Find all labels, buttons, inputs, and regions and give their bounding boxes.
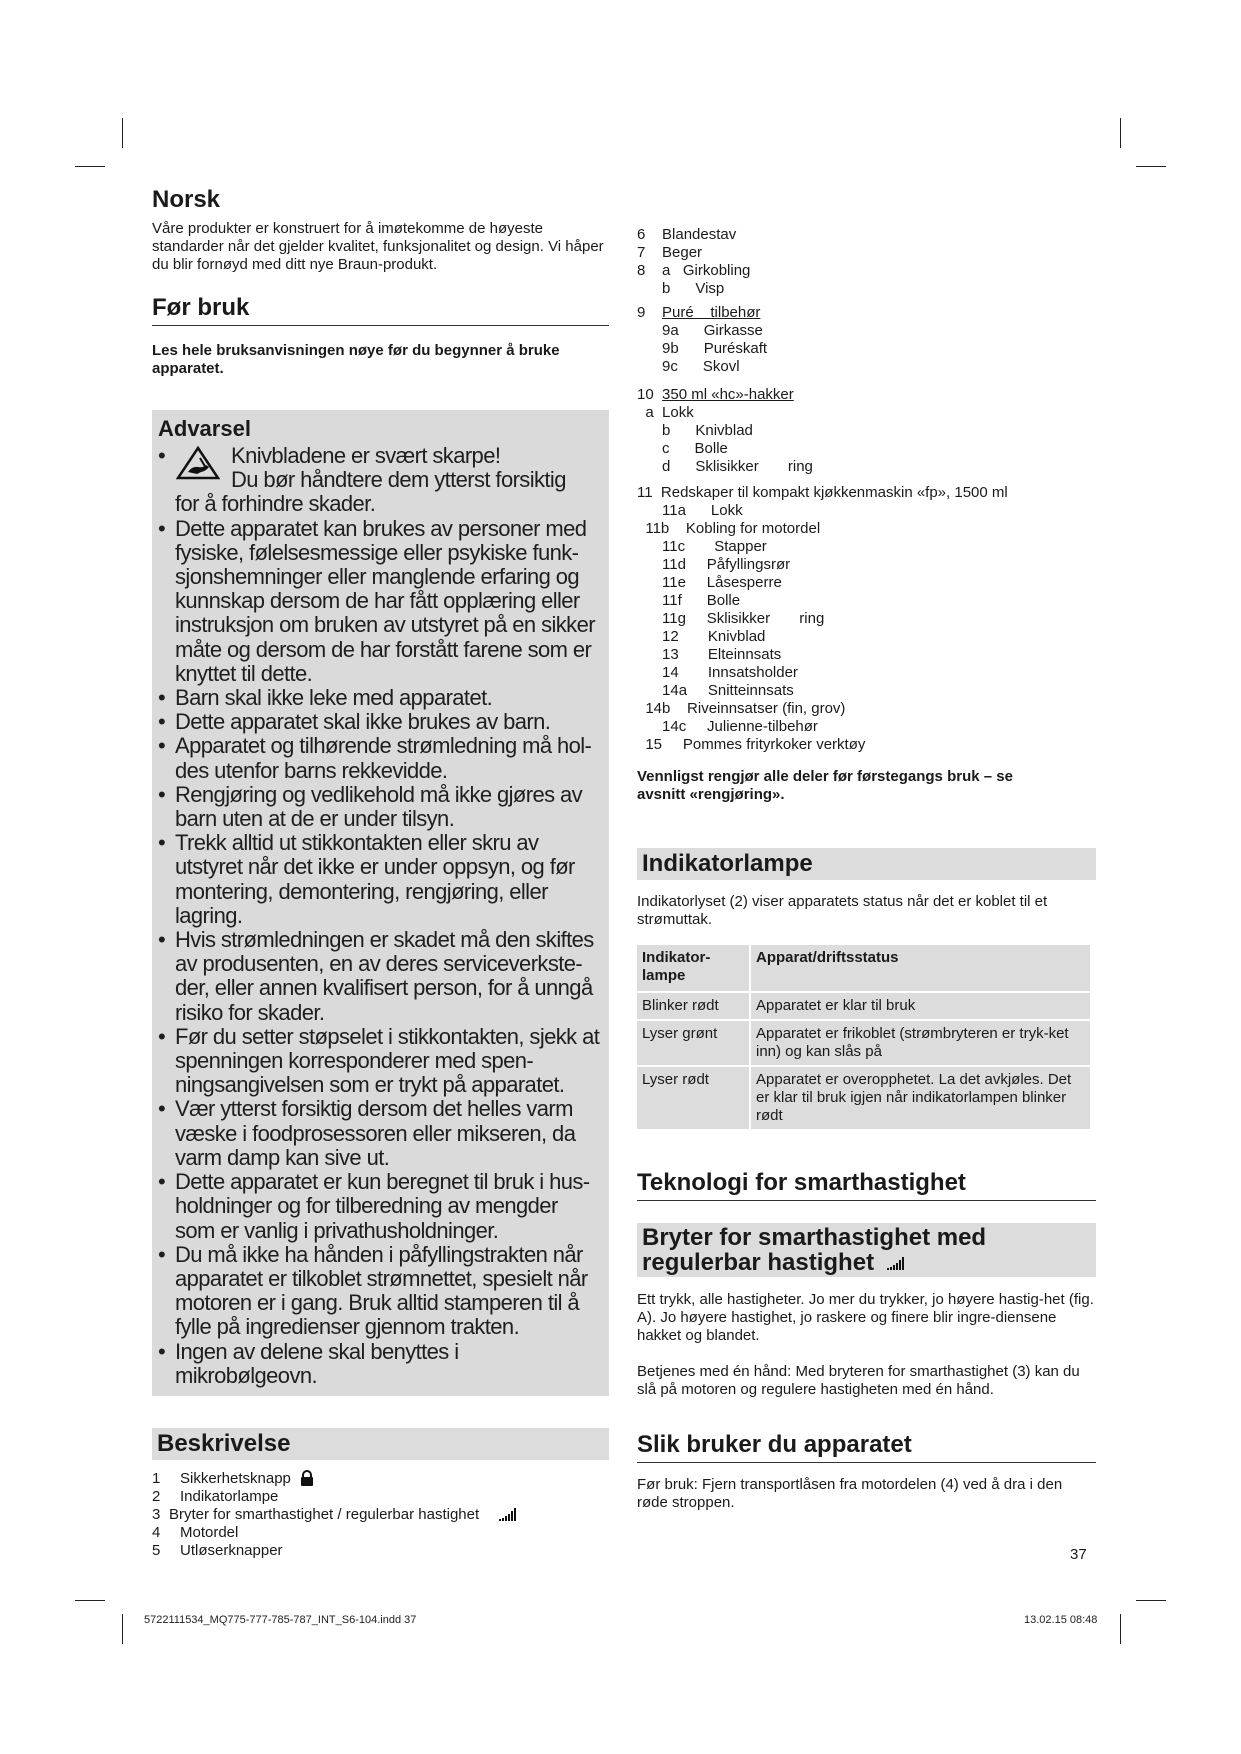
list-item: 1 Sikkerhetsknapp (152, 1470, 609, 1488)
list-item: 11a Lokk (637, 502, 743, 519)
table-row (637, 1021, 1090, 1065)
warning-item: • Barn skal ikke leke med apparatet. (158, 686, 601, 710)
list-item: 10 350 ml «hc»-hakker (637, 386, 794, 403)
warning-first-line3: for å forhindre skader. (175, 491, 376, 517)
table-header-row (637, 945, 1090, 991)
page-number: 37 (1070, 1546, 1087, 1563)
section-title-description: Beskrivelse (152, 1428, 609, 1460)
list-item: 11g Sklisikker ring (637, 610, 825, 627)
indicator-table (635, 943, 1092, 1131)
footer-file-name: 5722111534_MQ775-777-785-787_INT_S6-104.indd 37 (144, 1614, 417, 1626)
list-item: 9a Girkasse (637, 322, 763, 339)
crop-mark (1120, 118, 1121, 148)
list-item: 14c Julienne-tilbehør (637, 718, 818, 735)
smart-text-1: Ett trykk, alle hastigheter. Jo mer du trykker, jo høyere hastig-het (fig. A). Jo høyere hastighet, jo raskere og finere blir ingre-diensene hakket og blandet. (637, 1291, 1094, 1344)
lock-icon (300, 1470, 314, 1486)
description-list (152, 1470, 609, 1560)
footer-date: 13.02.15 08:48 (1024, 1614, 1098, 1626)
crop-mark (122, 1614, 123, 1644)
intro-text: Våre produkter er konstruert for å imøtekomme de høyeste standarder når det gjelder kvalitet, funksjonalitet og design. Vi håper du blir fornøyd med ditt nye Braun-produkt. (152, 220, 604, 273)
list-item: 12 Knivblad (637, 628, 766, 645)
list-item: 11 Redskaper til kompakt kjøkkenmaskin «fp», 1500 ml (637, 484, 1008, 501)
warning-item (158, 444, 601, 517)
table-row (637, 993, 1090, 1019)
table-header-cell: Indikator-lampe (637, 945, 749, 991)
list-item: 13 Elteinnsats (637, 646, 782, 663)
list-item: d Sklisikker ring (637, 458, 813, 475)
before-use-text: Les hele bruksanvisningen nøye før du begynner å bruke apparatet. (152, 342, 560, 377)
warning-first-line1: • Knivbladene er svært skarpe! (231, 443, 501, 468)
warning-title: Advarsel (158, 416, 251, 441)
crop-mark (1136, 166, 1166, 167)
list-item: 3 Bryter for smarthastighet / regulerbar hastighet (152, 1506, 609, 1524)
table-cell: Blinker rødt (637, 993, 749, 1019)
list-item: 4 Motordel (152, 1523, 239, 1541)
crop-mark (1120, 1614, 1121, 1644)
list-item: b Visp (637, 280, 725, 297)
warning-item: • Du må ikke ha hånden i påfyllingstrakten når apparatet er tilkoblet strømnettet, spesielt når motoren er i gang. Bruk alltid stamperen til å fylle på ingredienser gjennom trakten. (158, 1243, 601, 1340)
list-item: a Lokk (637, 404, 694, 421)
list-item: 14 Innsatsholder (637, 664, 798, 681)
speed-bars-icon (499, 1507, 519, 1521)
crop-mark (75, 1600, 105, 1601)
warning-item: • Hvis strømledningen er skadet må den skiftes av produsenten, en av deres serviceverkste-der, eller annen kvalifisert person, for å unngå risiko for skader. (158, 928, 601, 1025)
list-item: c Bolle (637, 440, 728, 457)
cleaning-note: Vennligst rengjør alle deler før førstegangs bruk – se avsnitt «rengjøring». (637, 768, 1013, 803)
table-cell: Lyser grønt (637, 1021, 749, 1065)
smart-text-2: Betjenes med én hånd: Med bryteren for smarthastighet (3) kan du slå på motoren og regulere hastigheten med én hånd. (637, 1363, 1080, 1398)
section-title-before-use: Før bruk (152, 294, 609, 326)
list-item: 11c Stapper (637, 538, 767, 555)
section-title-indicator: Indikatorlampe (637, 848, 1096, 880)
list-item: 11e Låsesperre (637, 574, 782, 591)
list-item: 2 Indikatorlampe (152, 1487, 279, 1505)
how-to-use-text: Før bruk: Fjern transportlåsen fra motordelen (4) ved å dra i den røde stroppen. (637, 1476, 1063, 1511)
list-item: 5 Utløserknapper (152, 1541, 283, 1559)
list-item: 15 Pommes frityrkoker verktøy (637, 736, 866, 753)
section-title-smart-switch: Bryter for smarthastighet med regulerbar hastighet (637, 1223, 1096, 1277)
warning-item: • Før du setter støpselet i stikkontakten, sjekk at spenningen korresponderer med spen-ningsangivelsen som er trykt på apparatet. (158, 1025, 601, 1098)
warning-item: • Trekk alltid ut stikkontakten eller skru av utstyret når det ikke er under oppsyn, og før montering, demontering, rengjøring, eller lagring. (158, 831, 601, 928)
table-header-cell: Apparat/driftsstatus (751, 945, 1090, 991)
crop-mark (75, 166, 105, 167)
table-row (637, 1067, 1090, 1129)
list-item: 9c Skovl (637, 358, 740, 375)
table-cell: Apparatet er overopphetet. La det avkjøles. Det er klar til bruk igjen når indikatorlampen blinker rødt (751, 1067, 1090, 1129)
table-cell: Lyser rødt (637, 1067, 749, 1129)
list-item: 9b Puréskaft (637, 340, 768, 357)
hand-cut-warning-icon (176, 446, 220, 480)
crop-mark (1136, 1600, 1166, 1601)
warning-list (158, 444, 601, 1388)
list-item: 9 Puré tilbehør (637, 304, 761, 321)
table-cell: Apparatet er frikoblet (strømbryteren er tryk-ket inn) og kan slås på (751, 1021, 1090, 1065)
right-column (637, 226, 1096, 1512)
list-item: 14a Snitteinnsats (637, 682, 794, 699)
section-title-smart-technology: Teknologi for smarthastighet (637, 1169, 1096, 1201)
crop-mark (122, 118, 123, 148)
list-item: 8 a Girkobling (637, 262, 751, 279)
section-title-norsk: Norsk (152, 186, 221, 213)
indicator-text: Indikatorlyset (2) viser apparatets status når det er koblet til et strømuttak. (637, 893, 1048, 928)
warning-item: • Ingen av delene skal benyttes i mikrobølgeovn. (158, 1340, 601, 1388)
speed-bars-icon (887, 1256, 907, 1270)
table-cell: Apparatet er klar til bruk (751, 993, 1090, 1019)
left-column (152, 186, 609, 1560)
list-item: 6 Blandestav (637, 226, 737, 243)
list-item: 11f Bolle (637, 592, 741, 609)
list-item: 14b Riveinnsatser (fin, grov) (637, 700, 846, 717)
list-item: 7 Beger (637, 244, 703, 261)
parts-list (637, 226, 1096, 754)
warning-item: • Apparatet og tilhørende strømledning må hol-des utenfor barns rekkevidde. (158, 734, 601, 782)
warning-item: • Vær ytterst forsiktig dersom det helles varm væske i foodprosessoren eller mikseren, da varm damp kan sive ut. (158, 1097, 601, 1170)
list-item: 11b Kobling for motordel (637, 520, 821, 537)
warning-item: • Dette apparatet skal ikke brukes av barn. (158, 710, 601, 734)
warning-item: • Dette apparatet er kun beregnet til bruk i hus-holdninger og for tilberedning av mengder som er vanlig i privathusholdninger. (158, 1170, 601, 1243)
warning-item: • Rengjøring og vedlikehold må ikke gjøres av barn uten at de er under tilsyn. (158, 783, 601, 831)
list-item: 11d Påfyllingsrør (637, 556, 791, 573)
warning-first-line2: Du bør håndtere dem ytterst forsiktig (231, 467, 566, 493)
list-item: b Knivblad (637, 422, 753, 439)
warning-box (152, 410, 609, 1396)
warning-item: • Dette apparatet kan brukes av personer med fysiske, følelsesmessige eller psykiske funk-sjonshemninger eller manglende erfaring og kunnskap dersom de har fått opplæring eller instruksjon om bruken av utstyret på en sikker måte og dersom de har forstått farene som er knyttet til dette. (158, 517, 601, 686)
section-title-how-to-use: Slik bruker du apparatet (637, 1431, 1096, 1463)
